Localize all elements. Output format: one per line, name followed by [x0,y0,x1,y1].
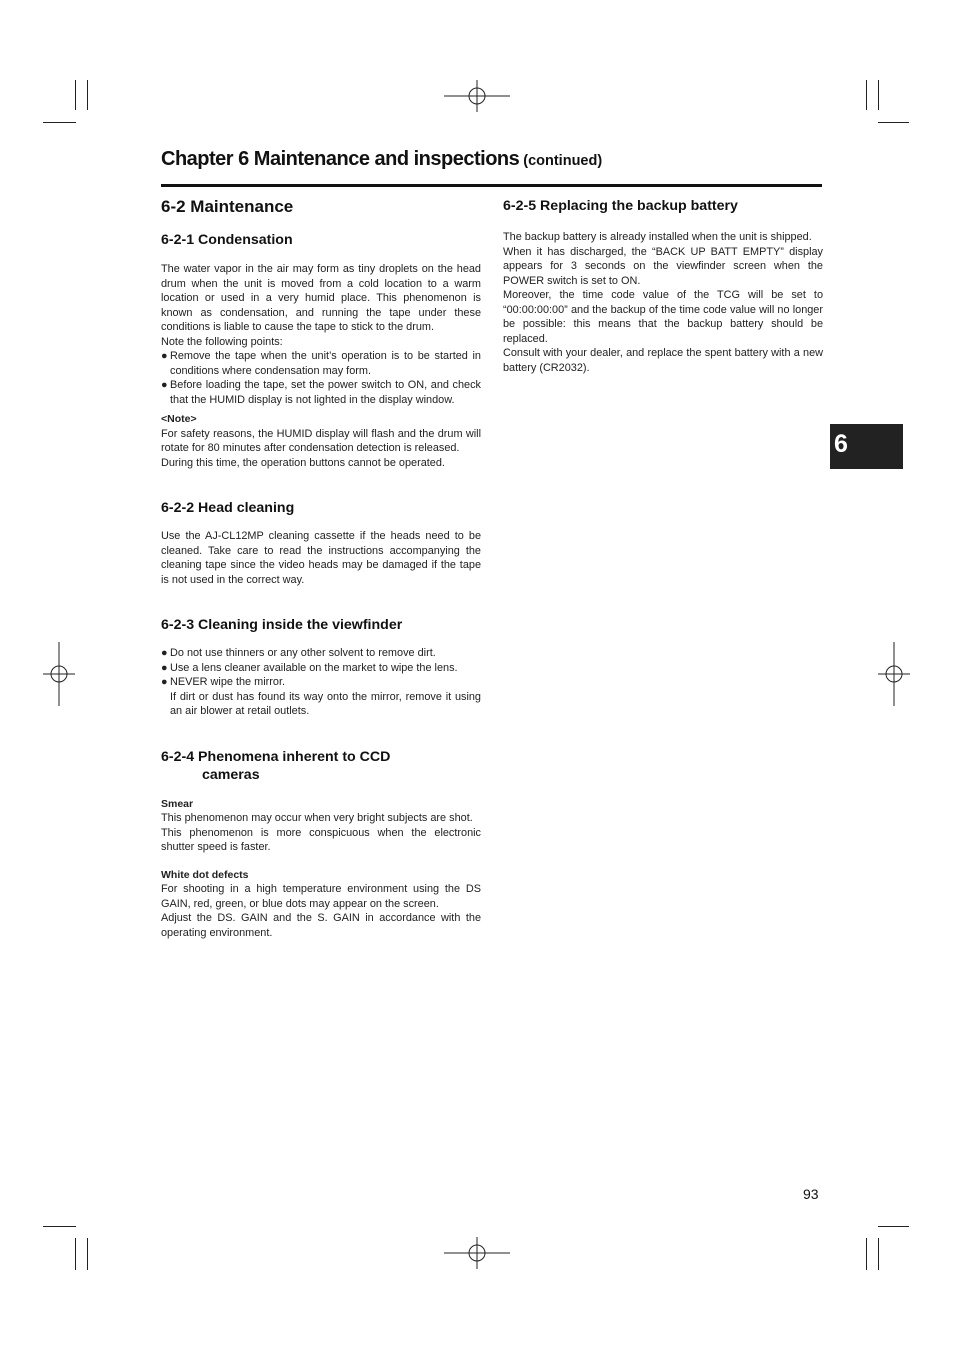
viewfinder-extra: If dirt or dust has found its way onto the mirror, remove it using an air blower at retail outlets. [170,690,481,717]
battery-heading: 6-2-5 Replacing the backup battery [503,198,738,214]
condensation-bullet: ● Remove the tape when the unit’s operation is to be started in conditions where condensation may form. [161,350,481,377]
viewfinder-bullet: ● NEVER wipe the mirror. [161,676,285,688]
right-column [503,197,823,375]
head-cleaning-heading: 6-2-2 Head cleaning [161,500,295,516]
note-text-2: During this time, the operation buttons cannot be operated. [161,456,445,469]
smear-text-2: This phenomenon is more conspicuous when the electronic shutter speed is faster. [161,826,481,853]
condensation-heading: 6-2-1 Condensation [161,232,293,248]
battery-paragraph-3: Moreover, the time code value of the TCG will be set to “00:00:00:00” and the backup of the time code value will no longer be possible: this means that the backup battery should be replaced. [503,289,823,345]
section-title: 6-2 Maintenance [161,197,294,216]
chapter-title [161,148,822,171]
battery-paragraph-4: Consult with your dealer, and replace the spent battery with a new battery (CR2032). [503,347,823,374]
white-dot-text: For shooting in a high temperature environment using the DS GAIN, red, green, or blue dots may appear on the screen. [161,883,481,910]
smear-label: Smear [161,797,194,810]
note-text: For safety reasons, the HUMID display will flash and the drum will rotate for 80 minutes after condensation detection is released. [161,427,481,454]
head-cleaning-paragraph: Use the AJ-CL12MP cleaning cassette if the heads need to be cleaned. Take care to read the instructions accompanying the cleaning tape since the video heads may be damaged if the tape is not used in the correct way. [161,530,481,586]
bullet-icon: ● [161,379,168,391]
chapter-title-text: Chapter 6 Maintenance and inspections [161,148,520,170]
continued-label: (continued) [523,153,603,169]
header-rule [161,184,822,187]
registration-mark-right [878,642,910,706]
note-label: <Note> [161,413,197,425]
registration-mark-top [444,80,510,112]
page-number: 93 [803,1186,819,1202]
condensation-paragraph: The water vapor in the air may form as tiny droplets on the head drum when the unit is moved from a cold location to a warm location or used in a very humid place. This phenomenon is known as condensation, and running the tape under these conditions is liable to cause the tape to stick to the drum. [161,263,481,333]
white-dot-label: White dot defects [161,868,249,881]
battery-paragraph-1: The backup battery is already installed when the unit is shipped. [503,231,812,243]
smear-text: This phenomenon may occur when very bright subjects are shot. [161,812,473,824]
chapter-side-tab [830,424,903,469]
viewfinder-bullet: ● Use a lens cleaner available on the market to wipe the lens. [161,661,458,674]
condensation-bullet: ● Before loading the tape, set the power switch to ON, and check that the HUMID display is not lighted in the display window. [161,379,481,406]
condensation-points-intro: Note the following points: [161,335,283,348]
viewfinder-bullet: ● Do not use thinners or any other solvent to remove dirt. [161,647,436,659]
bullet-icon: ● [161,661,168,674]
ccd-heading: 6-2-4 Phenomena inherent to CCD cameras [161,748,391,783]
bullet-icon: ● [161,350,168,362]
bullet-icon: ● [161,676,168,688]
battery-paragraph-2: When it has discharged, the “BACK UP BATT EMPTY” display appears for 3 seconds on the viewfinder screen when the POWER switch is set to ON. [503,245,823,287]
registration-mark-left [43,642,75,706]
bullet-icon: ● [161,647,168,659]
viewfinder-heading: 6-2-3 Cleaning inside the viewfinder [161,617,403,633]
registration-mark-bottom [444,1237,510,1269]
left-column [161,196,481,940]
white-dot-text-2: Adjust the DS. GAIN and the S. GAIN in accordance with the operating environment. [161,912,481,939]
chapter-side-tab-number: 6 [834,430,848,458]
